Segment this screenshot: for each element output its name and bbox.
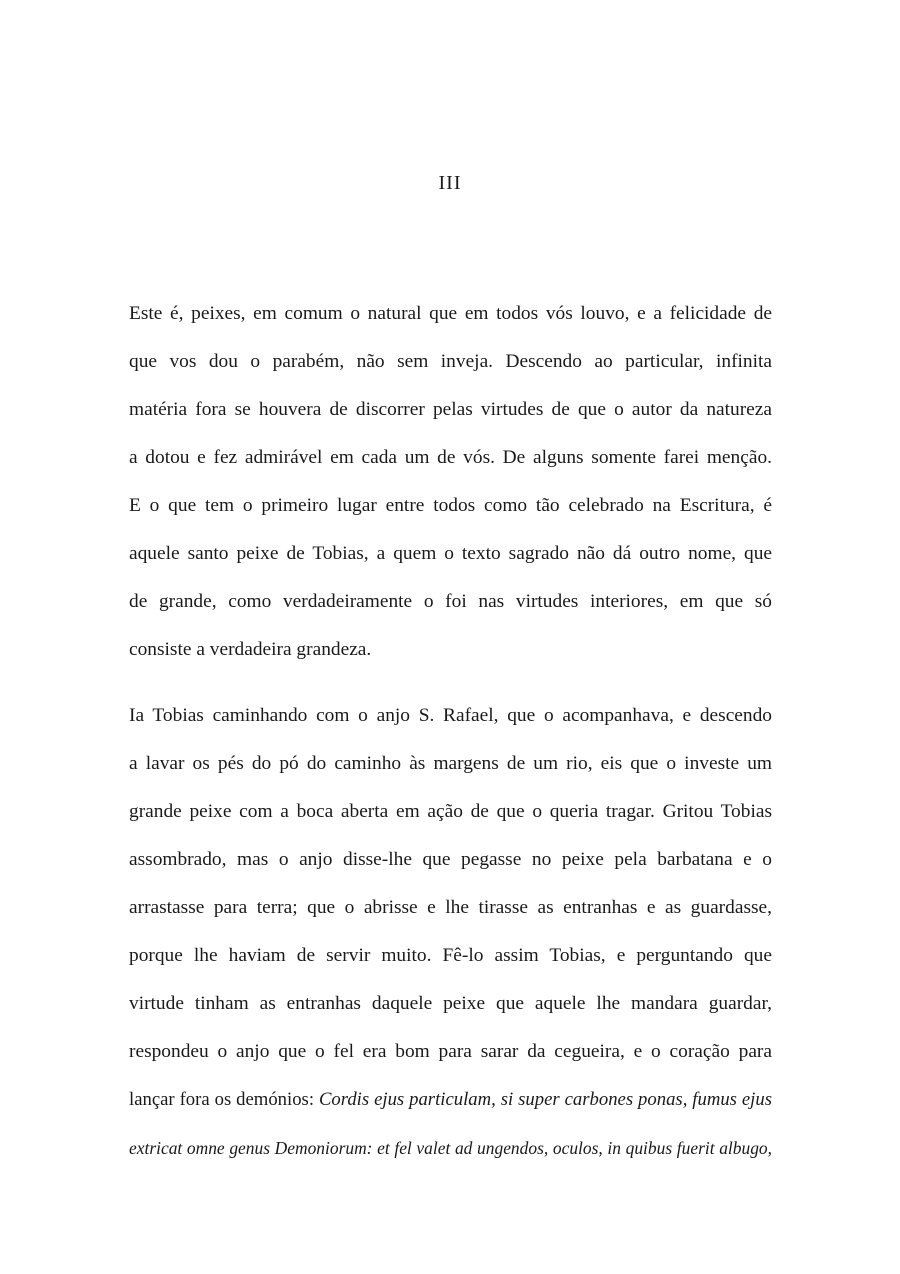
text-line-mixed [129,1076,772,1124]
text-line: de grande, como verdadeiramente o foi nas virtudes interiores, em que só [129,591,772,612]
text-line: Ia Tobias caminhando com o anjo S. Rafael, que o acompanhava, e descendo [129,705,772,726]
text-line: arrastasse para terra; que o abrisse e lhe tirasse as entranhas e as guardasse, [129,897,772,918]
text-line: porque lhe haviam de servir muito. Fê-lo assim Tobias, e perguntando que [129,945,772,966]
text-line: Este é, peixes, em comum o natural que em todos vós louvo, e a felicidade de [129,303,772,324]
text-line: virtude tinham as entranhas daquele peixe que aquele lhe mandara guardar, [129,993,772,1014]
paragraph-1 [129,290,772,674]
text-line: respondeu o anjo que o fel era bom para sarar da cegueira, e o coração para [129,1041,772,1062]
latin-quotation: Cordis ejus particulam, si super carbones ponas, fumus ejus [318,1089,772,1110]
latin-quotation: extricat omne genus Demoniorum: et fel valet ad ungendos, oculos, in quibus fuerit albugo, [129,1138,772,1158]
text-line: a lavar os pés do pó do caminho às margens de um rio, eis que o investe um [129,753,772,774]
text-line: assombrado, mas o anjo disse-lhe que pegasse no peixe pela barbatana e o [129,849,772,870]
text-line: consiste a verdadeira grandeza. [129,639,372,660]
text-line: que vos dou o parabém, não sem inveja. Descendo ao particular, infinita [129,351,772,372]
body-text [129,290,772,1172]
text-line: matéria fora se houvera de discorrer pelas virtudes de que o autor da natureza [129,399,772,420]
chapter-number: III [438,172,462,194]
text-line-latin [129,1124,772,1172]
text-line: a dotou e fez admirável em cada um de vós. De alguns somente farei menção. [129,447,772,468]
text-line: E o que tem o primeiro lugar entre todos como tão celebrado na Escritura, é [129,495,772,516]
paragraph-2 [129,692,772,1172]
text-line: grande peixe com a boca aberta em ação de que o queria tragar. Gritou Tobias [129,801,772,822]
vernacular-text: lançar fora os demónios: [129,1089,319,1110]
text-line: aquele santo peixe de Tobias, a quem o texto sagrado não dá outro nome, que [129,543,772,564]
